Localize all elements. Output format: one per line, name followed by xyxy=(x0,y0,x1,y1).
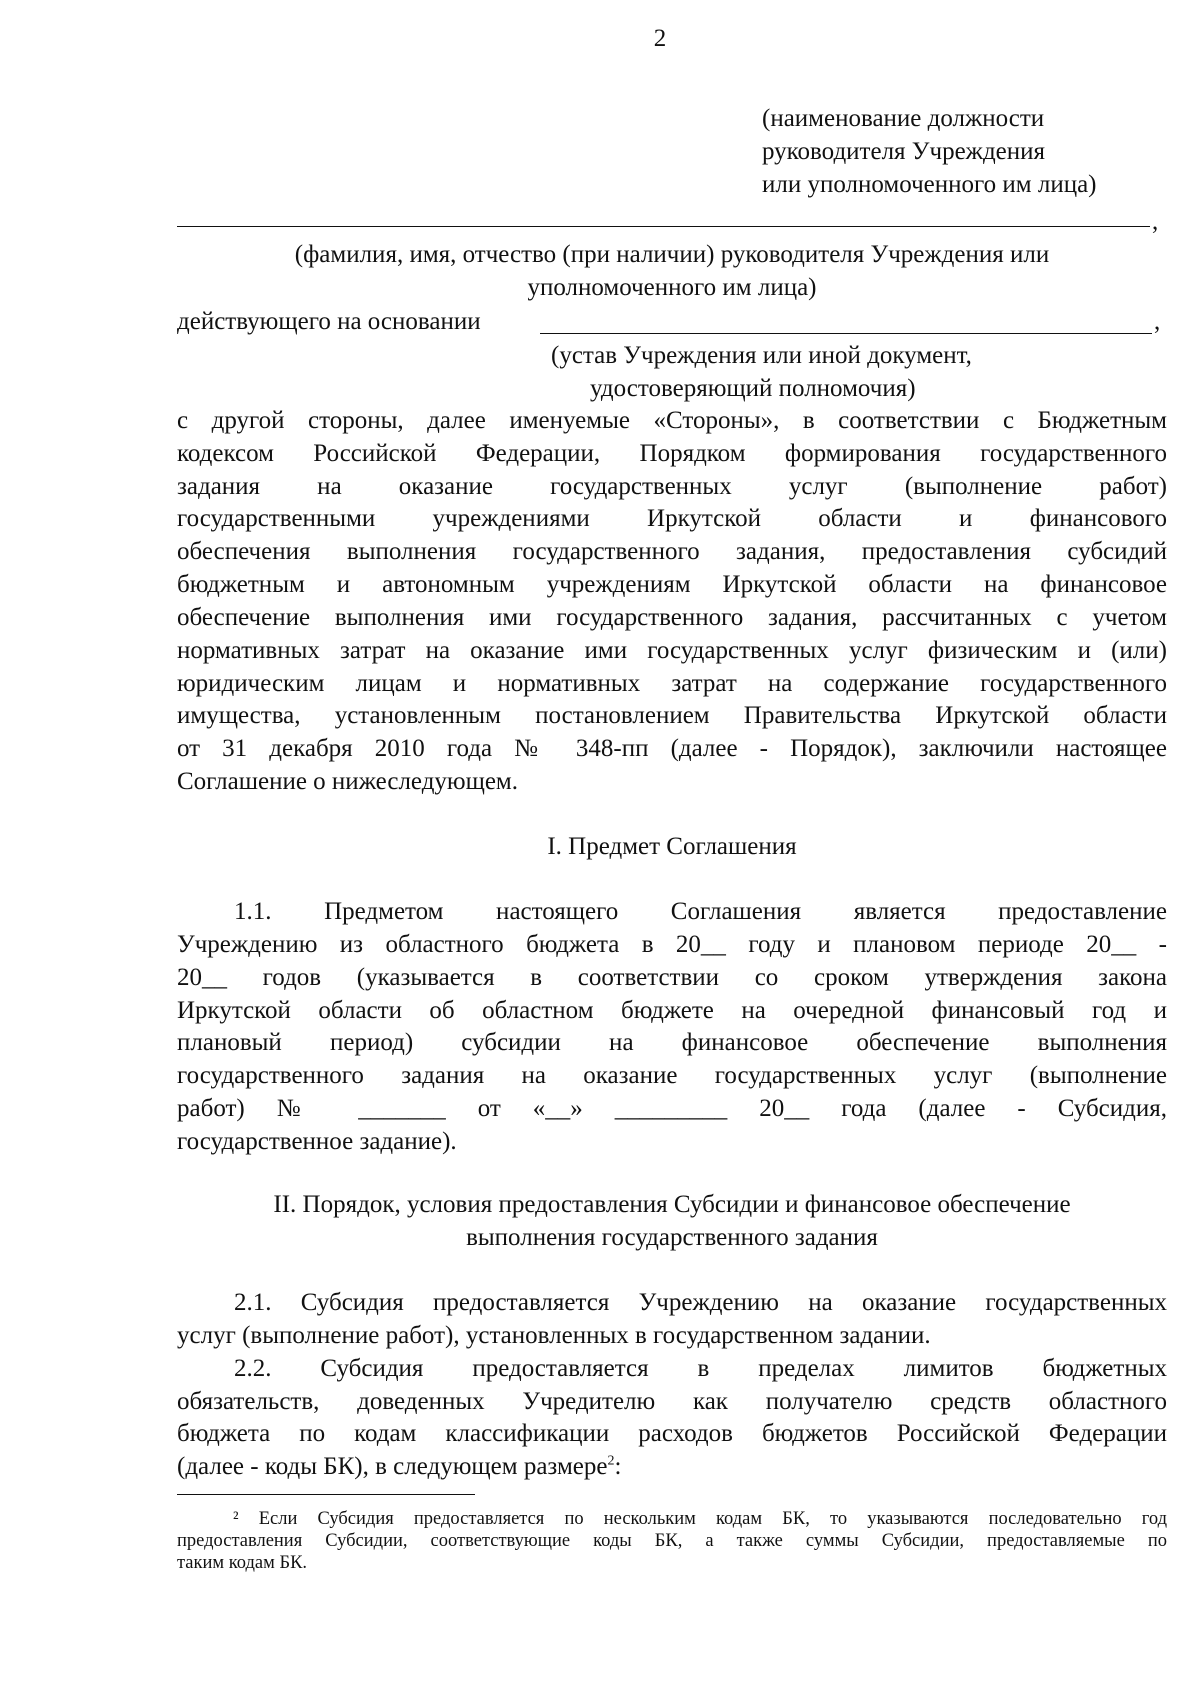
preamble-line: с другой стороны, далее именуемые «Стороны», в соответствии с Бюджетным xyxy=(177,407,1167,434)
name-comma: , xyxy=(1152,208,1159,235)
preamble-line: нормативных затрат на оказание ими государственных услуг физическим и (или) xyxy=(177,637,1167,664)
position-caption-line-1: (наименование должности xyxy=(762,105,1045,132)
clause-2-2-line: бюджета по кодам классификации расходов бюджетов Российской Федерации xyxy=(177,1420,1167,1447)
basis-comma: , xyxy=(1154,308,1161,335)
footnote-mark: ² xyxy=(233,1509,239,1529)
name-blank-line xyxy=(177,226,1150,227)
basis-label: действующего на основании xyxy=(177,308,481,335)
section-1-paragraph-line: Иркутской области об областном бюджете на очередной финансовый год и xyxy=(177,997,1167,1024)
footnote-line-1: ² Если Субсидия предоставляется по нескольким кодам БК, то указываются последовательно год xyxy=(233,1509,1168,1529)
section-1-paragraph-last-line: государственное задание). xyxy=(177,1128,457,1155)
section-1-title: I. Предмет Соглашения xyxy=(547,833,797,860)
preamble-line: юридическим лицам и нормативных затрат на содержание государственного xyxy=(177,670,1167,697)
clause-2-2-last-line: (далее - коды БК), в следующем размере$^2$: xyxy=(177,1453,622,1480)
section-1-paragraph-line: Учреждению из областного бюджета в 20__ году и плановом периоде 20__ - xyxy=(177,931,1167,958)
document-page: 2 (наименование должности руководителя Учреждения или уполномоченного им лица) , (фамилия, имя, отчество (при наличии) руководителя Учреждения или уполномоченного им лица) действующего на основании , (устав Учреждения или иной документ, удостоверяющий полномочия) с другой стороны, далее именуемые «Стороны», в соответствии с Бюджетным кодексом Российской Федерации, Порядком формирования государственного задания на оказание государственных услуг (выполнение работ) государственными учреждениями Иркутской области и финансового обеспечения выполнения государственного задания, предоставления субсидий бюджетным и автономным учреждениям Иркутской области на финансовое обеспечение выполнения ими государственного задания, рассчитанных с учетом нормативных затрат на оказание ими государственных услуг физическим и (или) юридическим лицам и нормативных затрат на содержание государственного имущества, установленным постановлением Правительства Иркутской области от 31 декабря 2010 года № 348-пп (далее - Порядок), заключили настоящее Соглашение о нижеследующем. I. Предмет Соглашения 1.1. Предметом настоящего Соглашения является предоставление Учреждению из областного бюджета в 20__ году и плановом периоде 20__ - 20__ годов (указывается в соответствии со сроком утверждения закона Иркутской области об областном бюджете на очередной финансовый год и плановый период) субсидии на финансовое обеспечение выполнения государственного задания на оказание государственных услуг (выполнение работ) № _______ от «__» _________ 20__ года (далее - Субсидия, государственное задание). II. Порядок, условия предоставления Субсидии и финансовое обеспечение выполнения государственного задания 2.1. Субсидия предоставляется Учреждению на оказание государственных услуг (выполнение работ), установленных в государственном задании. 2.2. Субсидия предоставляется в пределах лимитов бюджетных обязательств, доведенных Учредителю как получателю средств областного бюджета по кодам классификации расходов бюджетов Российской Федерации (далее - коды БК), в следующем размере$^2$: ² Если Субсидия предоставляется по нескольким кодам БК, то указываются последовательно год предоставления Субсидии, соответствующие коды БК, а также суммы Субсидии, предоставляемые по таким кодам БК. xyxy=(177,25,1168,1573)
section-1-paragraph-line: 20__ годов (указывается в соответствии со сроком утверждения закона xyxy=(177,964,1167,991)
position-caption-line-2: руководителя Учреждения xyxy=(762,138,1046,165)
clause-2-1-line: 2.1. Субсидия предоставляется Учреждению на оказание государственных xyxy=(234,1289,1167,1316)
section-1-paragraph-line: работ) № _______ от «__» _________ 20__ года (далее - Субсидия, xyxy=(177,1095,1167,1122)
clause-2-1-last-line: услуг (выполнение работ), установленных в государственном задании. xyxy=(177,1322,931,1349)
preamble-line: обеспечение выполнения ими государственного задания, рассчитанных с учетом xyxy=(177,604,1167,631)
footnote-line-2: предоставления Субсидии, соответствующие коды БК, а также суммы Субсидии, предоставляемые по xyxy=(177,1531,1167,1551)
preamble-line: обеспечения выполнения государственного задания, предоставления субсидий xyxy=(177,538,1167,565)
section-1-paragraph-line: 1.1. Предметом настоящего Соглашения является предоставление xyxy=(234,898,1167,925)
basis-caption-line-1: (устав Учреждения или иной документ, xyxy=(551,342,972,369)
footnote-line-3: таким кодам БК. xyxy=(177,1553,308,1573)
section-1-paragraph-line: государственного задания на оказание государственных услуг (выполнение xyxy=(177,1062,1167,1089)
preamble-line: государственными учреждениями Иркутской области и финансового xyxy=(177,505,1167,532)
section-2-title-line-1: II. Порядок, условия предоставления Субсидии и финансовое обеспечение xyxy=(273,1191,1071,1218)
basis-caption-line-2: удостоверяющий полномочия) xyxy=(590,375,916,402)
position-caption-line-3: или уполномоченного им лица) xyxy=(762,171,1097,198)
preamble-line: имущества, установленным постановлением Правительства Иркутской области xyxy=(177,702,1167,729)
clause-2-2-line: обязательств, доведенных Учредителю как получателю средств областного xyxy=(177,1388,1167,1415)
name-caption-line-1: (фамилия, имя, отчество (при наличии) руководителя Учреждения или xyxy=(294,241,1050,268)
basis-blank-line xyxy=(540,333,1152,334)
preamble-line: бюджетным и автономным учреждениям Иркутской области на финансовое xyxy=(177,571,1167,598)
preamble-line: от 31 декабря 2010 года № 348-пп (далее - Порядок), заключили настоящее xyxy=(177,735,1167,762)
clause-2-2-line: 2.2. Субсидия предоставляется в пределах лимитов бюджетных xyxy=(234,1355,1167,1382)
section-2-title-line-2: выполнения государственного задания xyxy=(466,1224,878,1251)
preamble-line: кодексом Российской Федерации, Порядком формирования государственного xyxy=(177,440,1167,467)
name-caption-line-2: уполномоченного им лица) xyxy=(527,274,817,301)
footnote-reference: 2 xyxy=(607,1453,615,1469)
preamble-line: задания на оказание государственных услуг (выполнение работ) xyxy=(177,473,1167,500)
footnote-separator xyxy=(177,1494,475,1495)
preamble-last-line: Соглашение о нижеследующем. xyxy=(177,768,519,795)
section-1-paragraph-line: плановый период) субсидии на финансовое обеспечение выполнения xyxy=(177,1029,1167,1056)
